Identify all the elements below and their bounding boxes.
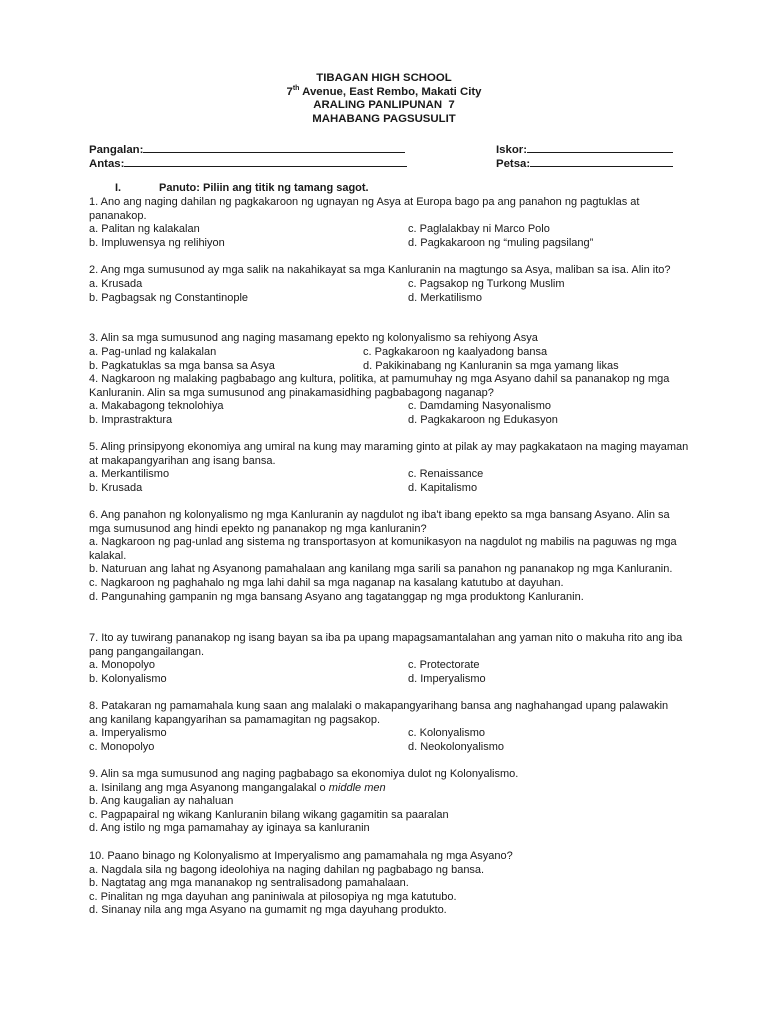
instruction-text: Panuto: Piliin ang titik ng tamang sagot.: [159, 182, 369, 194]
option-c[interactable]: c. Protectorate: [408, 659, 480, 672]
iskor-blank[interactable]: [527, 142, 673, 153]
options: [89, 782, 689, 836]
section-number: I.: [115, 182, 122, 194]
option-a[interactable]: a. Monopolyo: [89, 659, 156, 672]
option-d[interactable]: d. Merkatilismo: [408, 291, 482, 304]
option-b[interactable]: b. Pagbagsak ng Constantinople: [89, 291, 249, 304]
question-8: [89, 700, 689, 755]
options: [89, 278, 689, 306]
question-10: [89, 850, 689, 918]
option-a[interactable]: a. Pag-unlad ng kalakalan: [89, 345, 217, 358]
option-c[interactable]: c. Renaissance: [408, 468, 484, 481]
question-stem: 10. Paano binago ng Kolonyalismo at Imperyalismo ang pamamahala ng mga Asyano?: [89, 850, 513, 862]
options: [89, 468, 689, 496]
question-stem: 8. Patakaran ng pamamahala kung saan ang malalaki o makapangyarihang bansa ang naghahangad upang palawakin ang kanilang kapangyarihan sa pamamagitan ng pagsakop.: [89, 700, 669, 726]
option-b[interactable]: b. Naturuan ang lahat ng Asyanong pamahalaan ang kanilang mga sarili sa panahon ng pananakop ng mga Kanluranin.: [89, 563, 673, 576]
question-9: [89, 768, 689, 836]
option-b[interactable]: b. Pagkatuklas sa mga bansa sa Asya: [89, 359, 275, 372]
option-d[interactable]: d. Pakikinabang ng Kanluranin sa mga yamang likas: [363, 359, 619, 372]
option-d[interactable]: d. Imperyalismo: [408, 673, 486, 686]
options: [89, 223, 689, 251]
question-stem: 3. Alin sa mga sumusunod ang naging masamang epekto ng kolonyalismo sa rehiyong Asya: [89, 332, 538, 344]
question-stem: 6. Ang panahon ng kolonyalismo ng mga Kanluranin ay nagdulot ng iba't ibang epekto sa mga bansang Asyano. Alin sa mga sumusunod ang hindi epekto ng pananakop ng mga kanluranin?: [89, 509, 670, 535]
option-c[interactable]: c. Pagkakaroon ng kaalyadong bansa: [363, 345, 548, 358]
question-1: [89, 196, 689, 251]
pangalan-label: Pangalan:: [89, 144, 144, 156]
question-stem: 4. Nagkaroon ng malaking pagbabago ang kultura, politika, at pamumuhay ng mga Asyano dahil sa pananakop ng mga Kanluranin. Alin sa mga sumusunod ang pinakamasidhing pagbabagong naganap?: [89, 373, 670, 399]
options: [89, 659, 689, 687]
option-d[interactable]: d. Pagkakaroon ng “muling pagsilang”: [408, 237, 594, 250]
exam-title: MAHABANG PAGSUSULIT: [312, 112, 456, 125]
question-stem: 1. Ano ang naging dahilan ng pagkakaroon ng ugnayan ng Asya at Europa bago pa ang panahon ng pagtuklas at pananakop.: [89, 196, 640, 222]
option-a[interactable]: a. Makabagong teknolohiya: [89, 400, 224, 413]
iskor-label: Iskor:: [496, 144, 528, 156]
question-stem: 2. Ang mga sumusunod ay mga salik na nakahikayat sa mga Kanluranin na magtungo sa Asya, maliban sa isa. Alin ito?: [89, 264, 671, 276]
option-d[interactable]: d. Kapitalismo: [408, 482, 478, 495]
option-b[interactable]: b. Ang kaugalian ay nahaluan: [89, 795, 234, 808]
option-d[interactable]: d. Ang istilo ng mga pamamahay ay iginaya sa kanluranin: [89, 822, 370, 835]
option-c[interactable]: c. Pagsakop ng Turkong Muslim: [408, 277, 565, 290]
question-4: [89, 373, 689, 428]
question-stem: 7. Ito ay tuwirang pananakop ng isang bayan sa iba pa upang mapagsamantalahan ang yaman nito o makuha rito ang iba pang pangangailangan.: [89, 632, 683, 658]
option-a[interactable]: a. Nagdala sila ng bagong ideolohiya na naging dahilan ng pagbabago ng bansa.: [89, 863, 485, 876]
antas-label: Antas:: [89, 158, 125, 170]
petsa-blank[interactable]: [530, 156, 673, 167]
option-b[interactable]: b. Krusada: [89, 482, 143, 495]
option-c[interactable]: c. Paglalakbay ni Marco Polo: [408, 223, 550, 236]
option-b[interactable]: b. Nagtatag ang mga mananakop ng sentralisadong pamahalaan.: [89, 877, 409, 890]
pangalan-blank[interactable]: [143, 142, 405, 153]
options: [89, 727, 689, 755]
question-stem: 5. Aling prinsipyong ekonomiya ang umiral na kung may maraming ginto at pilak ay may pagkakataon na maging mayaman at makapangyarihan ang isang bansa.: [89, 441, 689, 467]
question-stem: 9. Alin sa mga sumusunod ang naging pagbabago sa ekonomiya dulot ng Kolonyalismo.: [89, 768, 519, 780]
option-c[interactable]: c. Pinalitan ng mga dayuhan ang paniniwala at pilosopiya ng mga katutubo.: [89, 890, 457, 903]
question-2: [89, 264, 689, 306]
option-a[interactable]: a. Merkantilismo: [89, 468, 170, 481]
option-b[interactable]: b. Impluwensya ng relihiyon: [89, 237, 225, 250]
question-7: [89, 632, 689, 687]
option-a[interactable]: a. Imperyalismo: [89, 727, 167, 740]
question-5: [89, 441, 689, 496]
antas-field[interactable]: [89, 156, 407, 172]
option-d[interactable]: d. Pangunahing gampanin ng mga bansang Asyano ang tagatanggap ng mga produktong Kanluranin.: [89, 590, 584, 603]
exam-header: [0, 72, 768, 126]
petsa-label: Petsa:: [496, 158, 531, 170]
option-d[interactable]: d. Neokolonyalismo: [408, 741, 504, 754]
antas-blank[interactable]: [124, 156, 407, 167]
option-c-2[interactable]: c. Monopolyo: [89, 741, 155, 754]
option-b[interactable]: b. Imprastraktura: [89, 414, 173, 427]
option-c[interactable]: c. Kolonyalismo: [408, 727, 486, 740]
option-a[interactable]: a. Isinilang ang mga Asyanong mangangalakal o middle men: [89, 781, 386, 794]
options: [89, 346, 689, 374]
petsa-field[interactable]: [496, 156, 673, 172]
option-c[interactable]: c. Nagkaroon ng paghahalo ng mga lahi dahil sa mga naganap na kasalang katutubo at dayuhan.: [89, 576, 564, 589]
option-d[interactable]: d. Pagkakaroon ng Edukasyon: [408, 414, 558, 427]
section-instruction: [115, 182, 369, 196]
school-name: TIBAGAN HIGH SCHOOL: [316, 72, 452, 84]
question-3: [89, 332, 689, 374]
options: [89, 536, 689, 604]
options: [89, 400, 689, 428]
option-d[interactable]: d. Sinanay nila ang mga Asyano na gumamit ng mga dayuhang produkto.: [89, 904, 447, 917]
option-c[interactable]: c. Damdaming Nasyonalismo: [408, 400, 552, 413]
option-a[interactable]: a. Nagkaroon ng pag-unlad ang sistema ng transportasyon at komunikasyon na nagdulot ng mabilis na paguwas ng mga kalakal.: [89, 536, 677, 562]
subject-title: ARALING PANLIPUNAN 7: [313, 99, 455, 112]
option-a[interactable]: a. Palitan ng kalakalan: [89, 223, 200, 236]
school-address: 7th Avenue, East Rembo, Makati City: [286, 84, 482, 98]
question-6: [89, 509, 689, 604]
option-c[interactable]: c. Pagpapairal ng wikang Kanluranin bilang wikang gagamitin sa paaralan: [89, 808, 449, 821]
options: [89, 864, 689, 918]
option-b[interactable]: b. Kolonyalismo: [89, 673, 167, 686]
option-a[interactable]: a. Krusada: [89, 277, 143, 290]
